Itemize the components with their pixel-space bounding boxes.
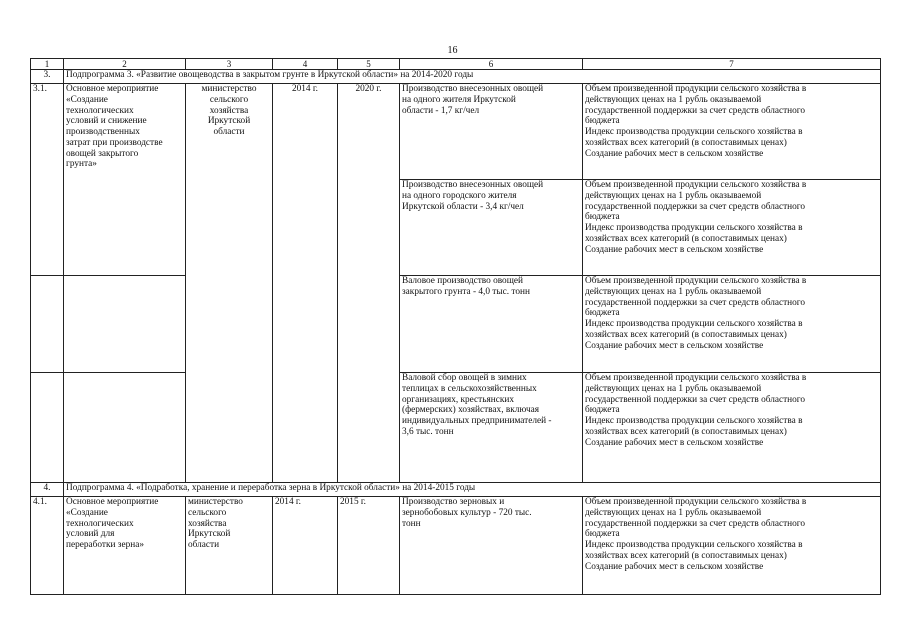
measures-table	[30, 58, 881, 595]
subprogram-title: Подпрограмма 3. «Развитие овощеводства в закрытом грунте в Иркутской области» на 2014-2020 годы	[64, 70, 881, 84]
subprogram-3-row	[31, 70, 881, 84]
measure-number: 4.1.	[31, 497, 64, 595]
measure-end-year: 2020 г.	[338, 84, 400, 483]
empty-cell	[64, 276, 186, 373]
table-row	[31, 84, 881, 180]
column-number: 3	[186, 59, 273, 70]
target-indicators: Объем произведенной продукции сельского хозяйства в действующих ценах на 1 рубль оказываемой государственной поддержки за счет средств областного бюджета Индекс производства продукции сельского хозяйства в хозяйствах всех категорий (в сопоставимых ценах) Создание рабочих мест в сельском хозяйстве	[583, 180, 881, 276]
column-number: 6	[400, 59, 583, 70]
column-number: 7	[583, 59, 881, 70]
target-indicators: Объем произведенной продукции сельского хозяйства в действующих ценах на 1 рубль оказываемой государственной поддержки за счет средств областного бюджета Индекс производства продукции сельского хозяйства в хозяйствах всех категорий (в сопоставимых ценах) Создание рабочих мест в сельском хозяйстве	[583, 497, 881, 595]
column-number: 1	[31, 59, 64, 70]
measure-end-year: 2015 г.	[338, 497, 400, 595]
measure-name: Основное мероприятие «Создание технологических условий и снижение производственных затрат при производстве овощей закрытого грунта»	[64, 84, 186, 276]
target-indicators: Объем произведенной продукции сельского хозяйства в действующих ценах на 1 рубль оказываемой государственной поддержки за счет средств областного бюджета Индекс производства продукции сельского хозяйства в хозяйствах всех категорий (в сопоставимых ценах) Создание рабочих мест в сельском хозяйстве	[583, 84, 881, 180]
column-number: 5	[338, 59, 400, 70]
measure-executor: министерство сельского хозяйства Иркутской области	[186, 497, 273, 595]
subprogram-number: 3.	[31, 70, 64, 84]
empty-cell	[31, 373, 64, 483]
result-indicator: Производство зерновых и зернобобовых культур - 720 тыс. тонн	[400, 497, 583, 595]
measure-name: Основное мероприятие «Создание технологических условий для переработки зерна»	[64, 497, 186, 595]
subprogram-number: 4.	[31, 483, 64, 497]
measure-executor: министерство сельского хозяйства Иркутской области	[186, 84, 273, 483]
subprogram-4-row	[31, 483, 881, 497]
result-indicator: Производство внесезонных овощей на одного городского жителя Иркутской области - 3,4 кг/чел	[400, 180, 583, 276]
column-number: 2	[64, 59, 186, 70]
result-indicator: Валовой сбор овощей в зимних теплицах в сельскохозяйственных организациях, крестьянских (фермерских) хозяйствах, включая индивидуальных предпринимателей - 3,6 тыс. тонн	[400, 373, 583, 483]
empty-cell	[31, 276, 64, 373]
subprogram-title: Подпрограмма 4. «Подработка, хранение и переработка зерна в Иркутской области» на 2014-2015 годы	[64, 483, 881, 497]
measure-start-year: 2014 г.	[273, 84, 338, 483]
table-row	[31, 276, 881, 373]
table-row	[31, 497, 881, 595]
measure-start-year: 2014 г.	[273, 497, 338, 595]
table-row	[31, 373, 881, 483]
result-indicator: Производство внесезонных овощей на одного жителя Иркутской области - 1,7 кг/чел	[400, 84, 583, 180]
empty-cell	[64, 373, 186, 483]
page-number: 16	[447, 45, 458, 56]
column-number: 4	[273, 59, 338, 70]
column-number-row	[31, 59, 881, 70]
target-indicators: Объем произведенной продукции сельского хозяйства в действующих ценах на 1 рубль оказываемой государственной поддержки за счет средств областного бюджета Индекс производства продукции сельского хозяйства в хозяйствах всех категорий (в сопоставимых ценах) Создание рабочих мест в сельском хозяйстве	[583, 373, 881, 483]
result-indicator: Валовое производство овощей закрытого грунта - 4,0 тыс. тонн	[400, 276, 583, 373]
target-indicators: Объем произведенной продукции сельского хозяйства в действующих ценах на 1 рубль оказываемой государственной поддержки за счет средств областного бюджета Индекс производства продукции сельского хозяйства в хозяйствах всех категорий (в сопоставимых ценах) Создание рабочих мест в сельском хозяйстве	[583, 276, 881, 373]
measure-number: 3.1.	[31, 84, 64, 276]
